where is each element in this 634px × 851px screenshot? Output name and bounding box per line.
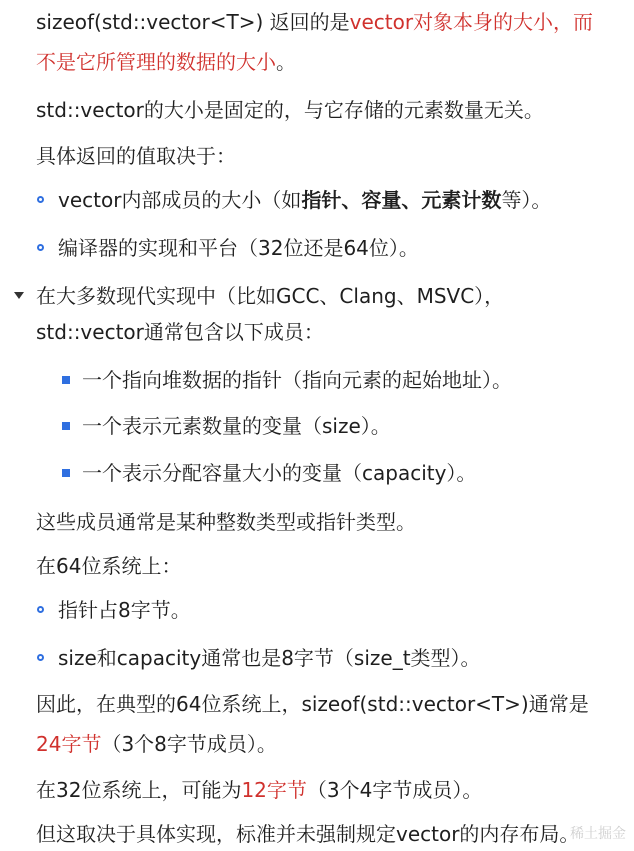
paragraph-intro-line1: sizeof(std::vector<T>) 返回的是vector对象本身的大小，而 (36, 10, 594, 34)
list-item-capacity: 一个表示分配容量大小的变量（capacity）。 (82, 461, 477, 485)
paragraph-modern-impl-line2: std::vector通常包含以下成员： (36, 320, 324, 344)
collapse-triangle-icon[interactable] (14, 292, 24, 299)
paragraph-intro-line2: 不是它所管理的数据的大小。 (36, 50, 296, 74)
square-bullet-icon (62, 469, 70, 477)
paragraph-conclusion-line2: 24字节（3个8字节成员）。 (36, 732, 277, 756)
paragraph-fixed-size: std::vector的大小是固定的，与它存储的元素数量无关。 (36, 98, 544, 122)
list-item-size-capacity: size和capacity通常也是8字节（size_t类型）。 (58, 646, 481, 670)
circle-bullet-icon (37, 606, 44, 613)
circle-bullet-icon (37, 196, 44, 203)
list-item-pointer: 一个指向堆数据的指针（指向元素的起始地址）。 (82, 368, 512, 392)
list-item-member-size: vector内部成员的大小（如指针、容量、元素计数等）。 (58, 188, 552, 212)
list-item-pointer-8bytes: 指针占8字节。 (58, 598, 191, 622)
square-bullet-icon (62, 376, 70, 384)
paragraph-modern-impl-line1: 在大多数现代实现中（比如GCC、Clang、MSVC）， (36, 284, 505, 308)
paragraph-implementation: 但这取决于具体实现，标准并未强制规定vector的内存布局。 (36, 822, 580, 846)
watermark: 稀土掘金 (570, 826, 626, 842)
paragraph-member-types: 这些成员通常是某种整数类型或指针类型。 (36, 510, 416, 534)
list-item-compiler: 编译器的实现和平台（32位还是64位）。 (58, 236, 419, 260)
square-bullet-icon (62, 422, 70, 430)
paragraph-32bit: 在32位系统上，可能为12字节（3个4字节成员）。 (36, 778, 483, 802)
circle-bullet-icon (37, 654, 44, 661)
circle-bullet-icon (37, 244, 44, 251)
list-item-size: 一个表示元素数量的变量（size）。 (82, 414, 391, 438)
paragraph-conclusion-line1: 因此，在典型的64位系统上，sizeof(std::vector<T>)通常是 (36, 692, 589, 716)
paragraph-depends-on: 具体返回的值取决于： (36, 144, 236, 168)
paragraph-64bit: 在64位系统上： (36, 554, 182, 578)
